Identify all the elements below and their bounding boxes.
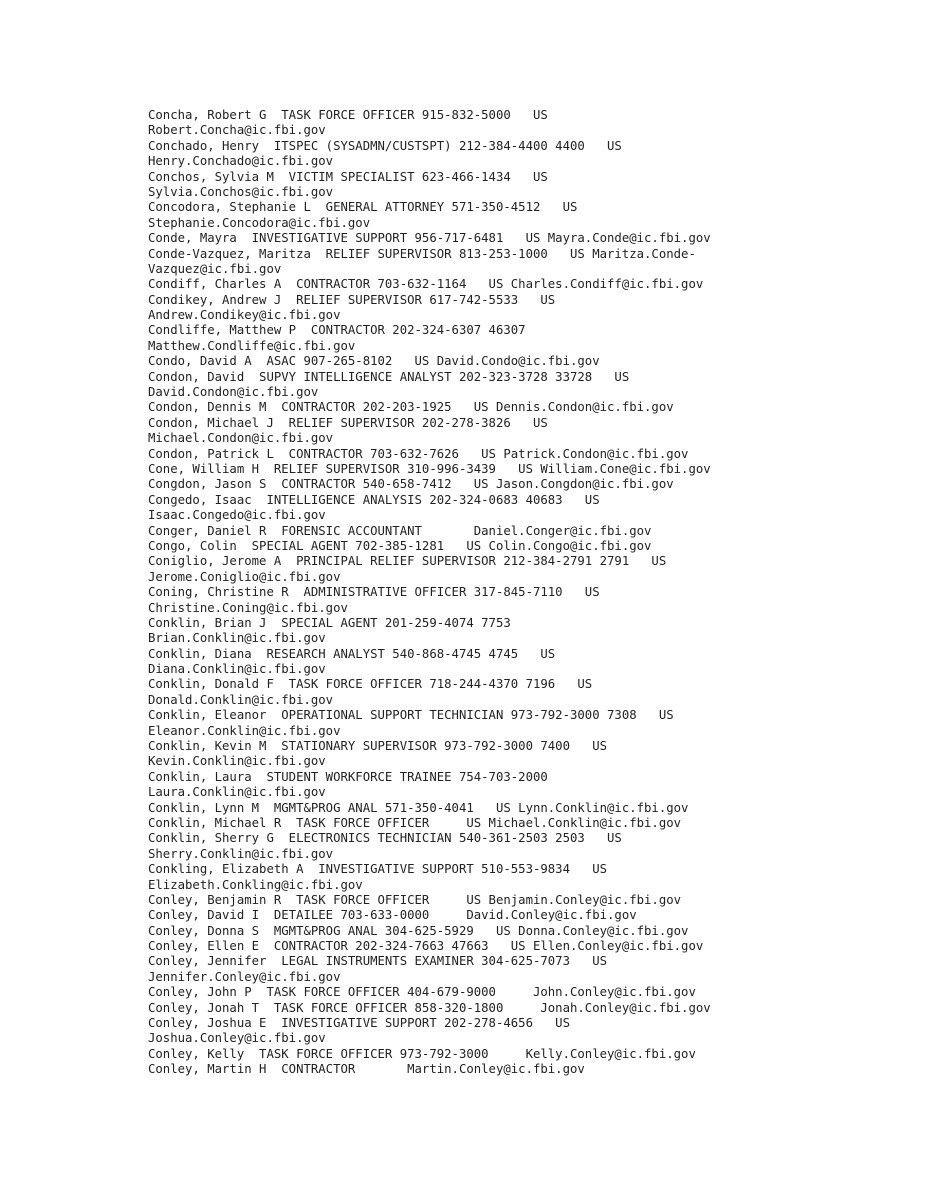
directory-line: Conkling, Elizabeth A INVESTIGATIVE SUPPORT 510-553-9834 US	[148, 862, 608, 877]
directory-line: Sherry.Conklin@ic.fbi.gov	[148, 846, 334, 861]
directory-line: Condo, David A ASAC 907-265-8102 US David.Condo@ic.fbi.gov	[148, 354, 600, 369]
directory-line: Laura.Conklin@ic.fbi.gov	[148, 785, 326, 800]
directory-line: Conklin, Lynn M MGMT&PROG ANAL 571-350-4041 US Lynn.Conklin@ic.fbi.gov	[148, 800, 689, 815]
directory-line: Condikey, Andrew J RELIEF SUPERVISOR 617-742-5533 US	[148, 292, 556, 307]
directory-line: Jerome.Coniglio@ic.fbi.gov	[148, 569, 341, 584]
directory-line: Michael.Condon@ic.fbi.gov	[148, 431, 334, 446]
directory-line: Andrew.Condikey@ic.fbi.gov	[148, 308, 341, 323]
directory-line: Conklin, Michael R TASK FORCE OFFICER US Michael.Conklin@ic.fbi.gov	[148, 815, 682, 830]
directory-line: Congdon, Jason S CONTRACTOR 540-658-7412 US Jason.Congdon@ic.fbi.gov	[148, 477, 674, 492]
directory-line: Donald.Conklin@ic.fbi.gov	[148, 692, 334, 707]
directory-line: Conklin, Sherry G ELECTRONICS TECHNICIAN 540-361-2503 2503 US	[148, 831, 622, 846]
directory-line: Henry.Conchado@ic.fbi.gov	[148, 154, 334, 169]
directory-line: Conchado, Henry ITSPEC (SYSADMN/CUSTSPT) 212-384-4400 4400 US	[148, 138, 622, 153]
directory-line: Conley, Kelly TASK FORCE OFFICER 973-792-3000 Kelly.Conley@ic.fbi.gov	[148, 1046, 696, 1061]
directory-line: Conley, Martin H CONTRACTOR Martin.Conley@ic.fbi.gov	[148, 1062, 585, 1077]
directory-line: Conklin, Diana RESEARCH ANALYST 540-868-4745 4745 US	[148, 646, 556, 661]
directory-line: Conger, Daniel R FORENSIC ACCOUNTANT Daniel.Conger@ic.fbi.gov	[148, 523, 652, 538]
directory-line: Brian.Conklin@ic.fbi.gov	[148, 631, 326, 646]
directory-line: Stephanie.Concodora@ic.fbi.gov	[148, 215, 371, 230]
directory-line: Diana.Conklin@ic.fbi.gov	[148, 662, 326, 677]
directory-line: Concha, Robert G TASK FORCE OFFICER 915-832-5000 US	[148, 108, 548, 122]
directory-line: Elizabeth.Conkling@ic.fbi.gov	[148, 877, 363, 892]
directory-line: Christine.Coning@ic.fbi.gov	[148, 600, 348, 615]
directory-line: Concodora, Stephanie L GENERAL ATTORNEY 571-350-4512 US	[148, 200, 578, 215]
directory-line: Conley, David I DETAILEE 703-633-0000 David.Conley@ic.fbi.gov	[148, 908, 637, 923]
directory-line: Conklin, Kevin M STATIONARY SUPERVISOR 973-792-3000 7400 US	[148, 739, 608, 754]
directory-line: Conley, Benjamin R TASK FORCE OFFICER US Benjamin.Conley@ic.fbi.gov	[148, 892, 682, 907]
directory-line: David.Condon@ic.fbi.gov	[148, 385, 319, 400]
directory-line: Congedo, Isaac INTELLIGENCE ANALYSIS 202-324-0683 40683 US	[148, 492, 600, 507]
directory-line: Matthew.Condliffe@ic.fbi.gov	[148, 338, 356, 353]
directory-line: Jennifer.Conley@ic.fbi.gov	[148, 969, 341, 984]
directory-line: Eleanor.Conklin@ic.fbi.gov	[148, 723, 341, 738]
directory-line: Conley, Donna S MGMT&PROG ANAL 304-625-5929 US Donna.Conley@ic.fbi.gov	[148, 923, 689, 938]
directory-line: Condon, Patrick L CONTRACTOR 703-632-7626 US Patrick.Condon@ic.fbi.gov	[148, 446, 689, 461]
directory-line: Coniglio, Jerome A PRINCIPAL RELIEF SUPERVISOR 212-384-2791 2791 US	[148, 554, 667, 569]
directory-line: Condon, Michael J RELIEF SUPERVISOR 202-278-3826 US	[148, 415, 548, 430]
directory-line: Conchos, Sylvia M VICTIM SPECIALIST 623-466-1434 US	[148, 169, 548, 184]
directory-line: Conley, Ellen E CONTRACTOR 202-324-7663 47663 US Ellen.Conley@ic.fbi.gov	[148, 939, 704, 954]
directory-line: Condliffe, Matthew P CONTRACTOR 202-324-6307 46307	[148, 323, 526, 338]
directory-line: Coning, Christine R ADMINISTRATIVE OFFICER 317-845-7110 US	[148, 585, 600, 600]
directory-line: Condon, Dennis M CONTRACTOR 202-203-1925 US Dennis.Condon@ic.fbi.gov	[148, 400, 674, 415]
directory-line: Conley, Jennifer LEGAL INSTRUMENTS EXAMINER 304-625-7073 US	[148, 954, 608, 969]
directory-line: Condiff, Charles A CONTRACTOR 703-632-1164 US Charles.Condiff@ic.fbi.gov	[148, 277, 704, 292]
directory-line: Conklin, Brian J SPECIAL AGENT 201-259-4074 7753	[148, 615, 511, 630]
directory-line: Condon, David SUPVY INTELLIGENCE ANALYST 202-323-3728 33728 US	[148, 369, 630, 384]
directory-line: Kevin.Conklin@ic.fbi.gov	[148, 754, 326, 769]
directory-line: Conklin, Laura STUDENT WORKFORCE TRAINEE 754-703-2000	[148, 769, 548, 784]
directory-line: Isaac.Congedo@ic.fbi.gov	[148, 508, 326, 523]
directory-line: Joshua.Conley@ic.fbi.gov	[148, 1031, 326, 1046]
directory-listing	[148, 108, 848, 1078]
directory-line: Conley, John P TASK FORCE OFFICER 404-679-9000 John.Conley@ic.fbi.gov	[148, 985, 696, 1000]
directory-line: Cone, William H RELIEF SUPERVISOR 310-996-3439 US William.Cone@ic.fbi.gov	[148, 461, 711, 476]
directory-line: Congo, Colin SPECIAL AGENT 702-385-1281 US Colin.Congo@ic.fbi.gov	[148, 538, 652, 553]
directory-line: Conde, Mayra INVESTIGATIVE SUPPORT 956-717-6481 US Mayra.Conde@ic.fbi.gov	[148, 231, 711, 246]
directory-line: Vazquez@ic.fbi.gov	[148, 261, 282, 276]
directory-line: Conklin, Eleanor OPERATIONAL SUPPORT TECHNICIAN 973-792-3000 7308 US	[148, 708, 674, 723]
directory-line: Conde-Vazquez, Maritza RELIEF SUPERVISOR 813-253-1000 US Maritza.Conde-	[148, 246, 696, 261]
directory-line: Robert.Concha@ic.fbi.gov	[148, 123, 326, 138]
directory-line: Sylvia.Conchos@ic.fbi.gov	[148, 184, 334, 199]
directory-line: Conley, Jonah T TASK FORCE OFFICER 858-320-1800 Jonah.Conley@ic.fbi.gov	[148, 1000, 711, 1015]
directory-line: Conley, Joshua E INVESTIGATIVE SUPPORT 202-278-4656 US	[148, 1016, 570, 1031]
directory-line: Conklin, Donald F TASK FORCE OFFICER 718-244-4370 7196 US	[148, 677, 593, 692]
